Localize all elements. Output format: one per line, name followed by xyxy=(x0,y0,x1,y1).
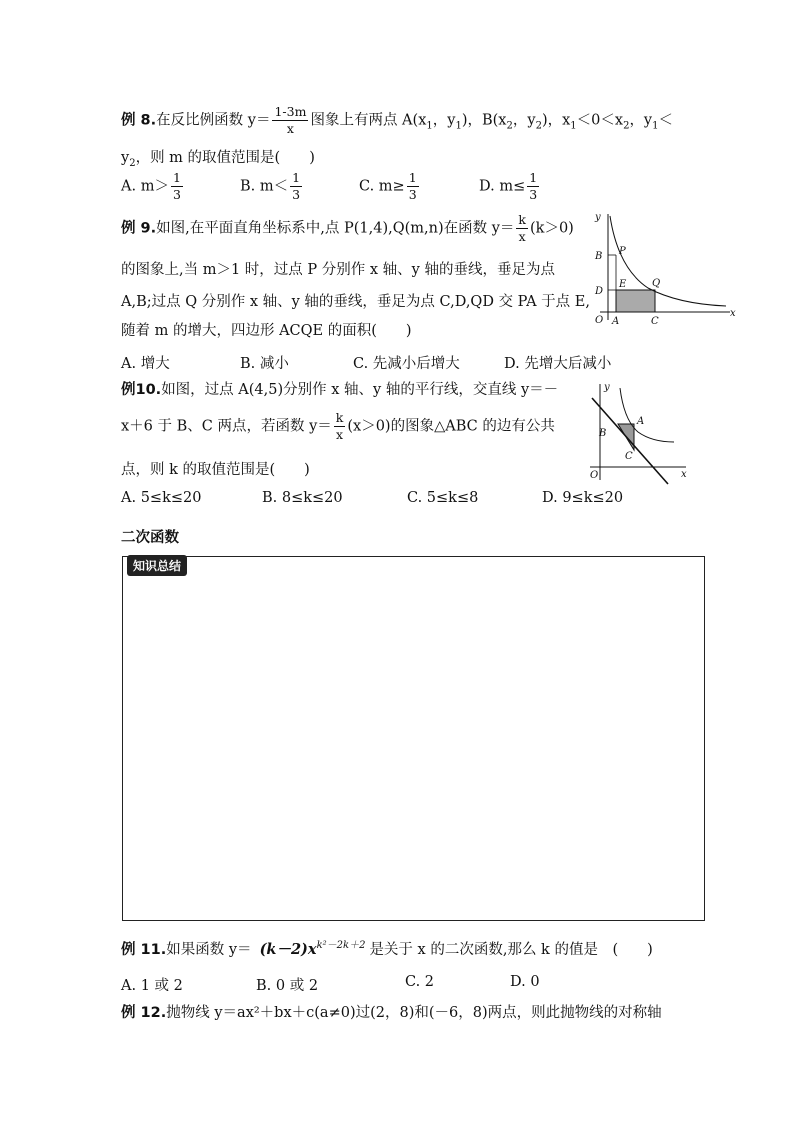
ex10-option-a: A. 5≤k≤20 xyxy=(121,490,202,506)
ex8-fraction: $\frac{1-3m}{x}$ xyxy=(274,104,307,136)
ex11-option-b: B. 0 或 2 xyxy=(256,978,319,994)
ex8-line1: 例 8.在反比例函数 y＝ $\frac{1-3m}{x}$ 图象上有两点 $A(x_1$，$y_1$)，$B(x_2$，$y_2$)，$x_1<0<x_2$，$y_1<$ xyxy=(121,104,674,136)
ex11-label: 例 11. xyxy=(121,941,167,958)
ex9-option-b: B. 减小 xyxy=(240,356,289,372)
ex9-fig-Q: Q xyxy=(652,278,661,289)
ex10-fig-A: A xyxy=(637,416,645,427)
ex11-option-c: C. 2 xyxy=(405,974,435,990)
ex9-line1: 例 9.如图,在平面直角坐标系中,点 P(1,4),Q(m,n)在函数 y＝ $\frac{k}{x}$ (k＞0) xyxy=(121,212,574,244)
ex11-expression: $(k-2)x^{k^2-2k+2}$ xyxy=(259,940,366,958)
ex11-option-a: A. 1 或 2 xyxy=(121,978,183,994)
ex9-fig-E: E xyxy=(619,279,627,290)
ex9-option-c: C. 先减小后增大 xyxy=(353,356,460,372)
ex12-line1: 例 12.抛物线 y＝ax²＋bx＋c(a≠0)过(2，8)和(－6，8)两点，则此抛物线的对称轴 xyxy=(121,1005,662,1021)
ex10-fig-O: O xyxy=(590,470,599,481)
ex9-fraction: $\frac{k}{x}$ xyxy=(518,212,526,244)
ex9-fig-P: P xyxy=(619,246,626,257)
ex9-line3: A,B;过点 Q 分别作 x 轴、y 轴的垂线，垂足为点 C,D,QD 交 PA 于点 E, xyxy=(121,294,590,310)
knowledge-summary-box xyxy=(122,556,705,921)
ex8-label: 例 8. xyxy=(121,112,157,129)
ex10-option-b: B. 8≤k≤20 xyxy=(262,490,343,506)
ex10-line3: 点，则 k 的取值范围是( ) xyxy=(121,462,310,478)
ex9-fig-B: B xyxy=(595,251,603,262)
ex9-fig-C: C xyxy=(651,316,659,327)
ex10-fig-y: y xyxy=(604,382,610,393)
ex9-figure xyxy=(588,208,738,328)
ex10-line2: x＋6 于 B、C 两点，若函数 y＝ $\frac{k}{x}$ (x＞0)的图象△ABC 的边有公共 xyxy=(121,410,555,442)
ex8-line2: $y_2$，则 m 的取值范围是( ) xyxy=(121,150,315,169)
ex8-option-c: C. m≥ $\frac{1}{3}$ xyxy=(359,170,417,202)
ex12-label: 例 12. xyxy=(121,1005,167,1021)
knowledge-summary-tag: 知识总结 xyxy=(127,555,187,576)
ex10-line1: 例10.如图，过点 A(4,5)分别作 x 轴、y 轴的平行线，交直线 y＝－ xyxy=(121,382,559,398)
ex9-option-d: D. 先增大后减小 xyxy=(504,356,612,372)
ex10-fraction: $\frac{k}{x}$ xyxy=(335,410,344,442)
ex10-fig-B: B xyxy=(599,428,607,439)
ex9-fig-A: A xyxy=(612,316,620,327)
ex9-fig-x: x xyxy=(730,308,736,319)
ex8-option-a: A. m＞ $\frac{1}{3}$ xyxy=(121,170,181,202)
ex9-label: 例 9. xyxy=(121,220,157,237)
ex9-fig-y: y xyxy=(595,212,601,223)
ex10-option-d: D. 9≤k≤20 xyxy=(542,490,624,506)
section-title: 二次函数 xyxy=(121,530,179,546)
ex8-option-b: B. m＜ $\frac{1}{3}$ xyxy=(240,170,301,202)
ex10-fig-x: x xyxy=(681,469,687,480)
ex11-line1: 例 11.如果函数 $y= (k-2)x^{k^2-2k+2}$ 是关于 x 的二次函数,那么 k 的值是 ( ) xyxy=(121,940,653,958)
ex9-line2: 的图象上,当 m＞1 时，过点 P 分别作 x 轴、y 轴的垂线，垂足为点 xyxy=(121,262,555,278)
ex10-option-c: C. 5≤k≤8 xyxy=(407,490,479,506)
ex9-fig-D: D xyxy=(595,286,604,297)
ex11-option-d: D. 0 xyxy=(510,974,540,990)
ex10-fig-C: C xyxy=(625,451,633,462)
ex10-figure xyxy=(582,380,692,490)
ex9-line4: 随着 m 的增大，四边形 ACQE 的面积( ) xyxy=(121,323,412,339)
ex9-fig-O: O xyxy=(595,315,604,326)
ex10-label: 例10. xyxy=(121,382,162,398)
ex9-option-a: A. 增大 xyxy=(121,356,170,372)
ex8-option-d: D. m≤ $\frac{1}{3}$ xyxy=(479,170,538,202)
